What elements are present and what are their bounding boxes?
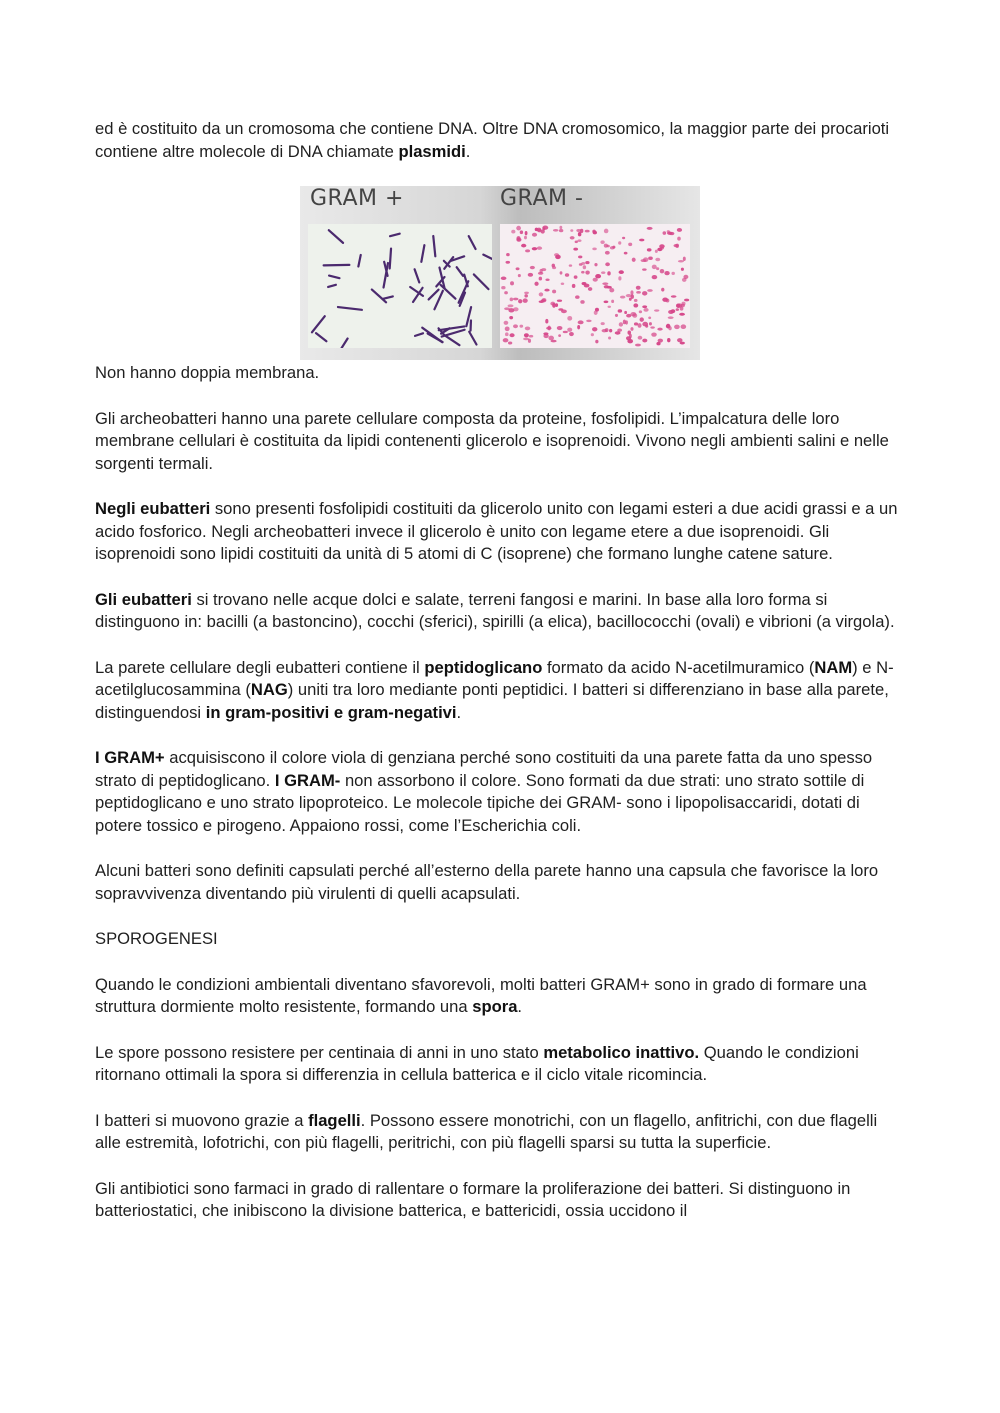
gram-negative-coccus xyxy=(648,316,651,319)
gram-negative-coccus xyxy=(516,267,520,270)
gram-negative-coccus xyxy=(682,278,687,282)
gram-negative-coccus xyxy=(506,261,511,264)
gram-negative-coccus xyxy=(638,323,642,328)
gram-negative-coccus xyxy=(608,336,611,339)
gram-positive-bacillus xyxy=(358,255,360,267)
gram-positive-bacillus xyxy=(312,316,325,332)
gram-negative-coccus xyxy=(651,333,657,337)
gram-positive-bacillus xyxy=(421,245,424,262)
gram-negative-coccus xyxy=(543,332,548,335)
gram-negative-coccus xyxy=(559,229,563,232)
gram-negative-coccus xyxy=(630,290,633,294)
gram-negative-coccus xyxy=(524,292,529,294)
gram-positive-bacillus xyxy=(383,296,393,299)
paragraph-capsulati: Alcuni batteri sono definiti capsulati perché all’esterno della parete hanno una capsula che favorisce la loro sopravvivenza diventando più virulenti di quelli acapsulati. xyxy=(95,861,879,903)
gram-negative-coccus xyxy=(656,342,660,346)
gram-negative-coccus xyxy=(635,344,641,347)
bold-term: Gli eubatteri xyxy=(95,589,192,609)
gram-negative-coccus xyxy=(573,248,578,251)
gram-negative-coccus xyxy=(611,300,614,303)
gram-negative-coccus xyxy=(640,317,644,321)
gram-negative-coccus xyxy=(570,236,575,239)
gram-negative-coccus xyxy=(557,326,563,330)
gram-negative-coccus xyxy=(552,264,555,268)
gram-positive-bacillus xyxy=(483,255,492,263)
gram-negative-coccus xyxy=(518,299,522,303)
gram-negative-coccus xyxy=(647,248,652,251)
gram-negative-coccus xyxy=(674,325,680,330)
section-heading-sporogenesi: SPOROGENESI xyxy=(95,929,218,948)
bold-term: in gram-positivi e gram-negativi xyxy=(205,702,457,722)
gram-negative-coccus xyxy=(671,309,676,313)
gram-negative-coccus xyxy=(532,247,537,250)
gram-negative-coccus xyxy=(647,289,653,292)
text: ) e N-acetilglucosammina ( xyxy=(95,657,894,699)
gram-positive-bacillus xyxy=(469,236,476,249)
gram-negative-coccus xyxy=(548,326,551,331)
gram-negative-coccus xyxy=(662,297,668,301)
gram-negative-coccus xyxy=(642,268,647,270)
gram-negative-coccus xyxy=(513,307,518,311)
gram-negative-coccus xyxy=(545,319,548,324)
gram-negative-coccus xyxy=(555,255,560,259)
gram-negative-coccus xyxy=(539,277,542,281)
gram-negative-coccus xyxy=(601,322,605,325)
gram-negative-coccus xyxy=(532,233,537,237)
gram-negative-coccus xyxy=(595,340,598,344)
gram-negative-coccus xyxy=(528,339,531,343)
text: La parete cellulare degli eubatteri contiene il xyxy=(95,657,425,677)
paragraph-flagelli xyxy=(95,1110,907,1155)
gram-positive-bacilli-image xyxy=(308,224,492,348)
gram-negative-coccus xyxy=(518,274,521,277)
gram-negative-coccus xyxy=(656,267,659,270)
gram-negative-coccus xyxy=(610,246,615,249)
paragraph-gram xyxy=(95,747,907,837)
gram-negative-coccus xyxy=(629,334,632,338)
gram-negative-coccus xyxy=(574,275,578,278)
gram-negative-coccus xyxy=(545,278,549,281)
gram-negative-coccus xyxy=(660,269,665,273)
bold-term: I GRAM- xyxy=(274,770,341,790)
gram-negative-coccus xyxy=(525,326,530,330)
gram-negative-coccus xyxy=(609,288,614,292)
text: . xyxy=(456,702,462,722)
paragraph-eubatteri-forme xyxy=(95,589,907,634)
gram-negative-coccus xyxy=(679,313,685,316)
gram-positive-bacillus xyxy=(328,285,336,287)
gram-negative-coccus xyxy=(519,325,523,328)
gram-negative-coccus xyxy=(638,336,643,340)
gram-negative-coccus xyxy=(605,251,610,255)
gram-negative-coccus xyxy=(510,281,514,285)
gram-negative-coccus xyxy=(580,300,584,304)
gram-negative-coccus xyxy=(643,308,648,312)
paragraph-eubatteri-fosfolipidi xyxy=(95,498,907,566)
gram-negative-coccus xyxy=(504,321,509,325)
bold-term: peptidoglicano xyxy=(424,657,543,677)
gram-negative-coccus xyxy=(647,227,653,230)
gram-negative-coccus xyxy=(664,271,669,275)
bold-term: Negli eubatteri xyxy=(95,499,211,518)
gram-negative-coccus xyxy=(557,299,562,301)
gram-negative-coccus xyxy=(625,320,628,324)
paragraph-membrana: Non hanno doppia membrana. xyxy=(95,363,320,382)
gram-negative-coccus xyxy=(563,331,568,333)
gram-negative-coccus xyxy=(578,255,582,258)
gram-negative-coccus xyxy=(529,335,533,338)
gram-negative-coccus xyxy=(588,287,592,291)
gram-negative-coccus xyxy=(624,252,628,255)
gram-negative-micrograph xyxy=(500,224,690,348)
text: Le spore possono resistere per centinaia di anni in uno stato xyxy=(95,1042,544,1062)
gram-negative-coccus xyxy=(585,261,589,264)
text: si trovano nelle acque dolci e salate, terreni fangosi e marini. In base alla loro forma si distinguono in: bacilli (a bastoncino), cocchi (sferici), spirilli (a elica), bacillococchi (ovali) e vibrioni (a virgola). xyxy=(95,589,895,631)
gram-negative-coccus xyxy=(559,226,562,229)
gram-negative-coccus xyxy=(626,314,631,318)
gram-negative-coccus xyxy=(615,314,618,317)
gram-positive-bacillus xyxy=(474,274,489,289)
gram-negative-coccus xyxy=(615,331,621,335)
gram-negative-coccus xyxy=(594,263,597,266)
gram-negative-coccus xyxy=(634,299,638,302)
gram-negative-coccus xyxy=(654,309,659,311)
gram-negative-coccus xyxy=(520,230,523,234)
gram-negative-coccus xyxy=(570,229,573,232)
gram-negative-coccus xyxy=(631,294,634,299)
gram-negative-coccus xyxy=(538,272,543,275)
text: Quando le condizioni ambientali diventano sfavorevoli, molti batteri GRAM+ sono in grado di formare una struttura dormiente molto resistente, formando una xyxy=(95,974,867,1016)
gram-positive-bacillus xyxy=(329,276,339,279)
gram-negative-coccus xyxy=(565,273,569,277)
gram-negative-coccus xyxy=(504,291,508,294)
gram-negative-coccus xyxy=(513,298,519,301)
gram-negative-coccus xyxy=(684,299,689,302)
gram-negative-coccus xyxy=(576,229,581,232)
gram-negative-coccus xyxy=(548,336,554,341)
gram-negative-coccus xyxy=(505,332,509,336)
gram-negative-coccus xyxy=(569,264,572,266)
gram-negative-coccus xyxy=(642,339,647,343)
gram-positive-micrograph xyxy=(308,224,492,348)
gram-negative-coccus xyxy=(530,266,535,269)
text: Quando le condizioni ritornano ottimali la spora si differenzia in cellula batterica e il ciclo vitale ricomincia. xyxy=(95,1042,859,1084)
gram-negative-coccus xyxy=(619,322,623,326)
gram-negative-coccus xyxy=(585,230,590,233)
gram-negative-coccus xyxy=(677,237,681,241)
gram-negative-coccus xyxy=(585,270,590,274)
paragraph-spora xyxy=(95,974,907,1019)
gram-negative-coccus xyxy=(676,308,679,311)
text: I batteri si muovono grazie a xyxy=(95,1110,309,1130)
gram-positive-bacillus xyxy=(446,336,460,345)
gram-negative-coccus xyxy=(649,322,652,325)
gram-negative-coccus xyxy=(511,230,515,234)
gram-negative-coccus xyxy=(542,227,545,230)
gram-negative-coccus xyxy=(602,329,608,332)
gram-negative-coccus xyxy=(560,271,563,274)
gram-negative-coccus xyxy=(661,288,664,292)
gram-negative-coccus xyxy=(681,304,685,308)
gram-positive-bacillus xyxy=(338,338,348,348)
gram-negative-coccus xyxy=(508,341,512,344)
gram-negative-coccus xyxy=(505,326,510,331)
gram-negative-coccus xyxy=(567,328,572,332)
gram-negative-coccus xyxy=(524,236,527,240)
gram-negative-coccus xyxy=(601,271,605,274)
text: ) uniti tra loro mediante ponti peptidici. I batteri si differenziano in base alla parete, distinguendosi xyxy=(95,680,889,722)
gram-negative-coccus xyxy=(652,265,657,270)
bold-term: NAG xyxy=(250,680,288,699)
text: formato da acido N-acetilmuramico ( xyxy=(542,657,815,677)
gram-negative-coccus xyxy=(523,298,528,303)
document-body xyxy=(95,118,907,1246)
gram-negative-coccus xyxy=(552,290,556,294)
paragraph-spore-resistenza xyxy=(95,1042,907,1087)
gram-negative-coccus xyxy=(550,302,555,306)
gram-negative-coccus xyxy=(509,316,513,319)
gram-negative-coccus xyxy=(521,244,526,248)
gram-negative-coccus xyxy=(655,258,660,262)
bold-term: metabolico inattivo. xyxy=(543,1042,700,1062)
gram-negative-coccus xyxy=(539,300,544,303)
gram-negative-coccus xyxy=(648,257,653,260)
bold-term: plasmidi xyxy=(398,141,466,161)
gram-negative-coccus xyxy=(619,270,624,274)
gram-negative-coccus xyxy=(657,328,662,331)
gram-negative-coccus xyxy=(624,311,627,314)
figure-label-gram-positive: GRAM + xyxy=(310,186,404,211)
gram-negative-coccus xyxy=(555,303,558,307)
gram-negative-coccus xyxy=(607,271,610,275)
gram-negative-coccus xyxy=(501,286,505,289)
gram-positive-bacillus xyxy=(429,290,439,300)
gram-negative-coccus xyxy=(510,297,514,301)
gram-negative-coccus xyxy=(678,260,684,262)
gram-negative-coccus xyxy=(592,327,597,331)
gram-negative-coccus xyxy=(605,262,610,266)
gram-negative-coccus xyxy=(509,333,514,337)
gram-negative-coccus xyxy=(592,248,596,251)
gram-negative-coccus xyxy=(606,286,611,289)
gram-negative-coccus xyxy=(577,325,580,329)
gram-negative-coccus xyxy=(604,244,608,248)
bold-term: flagelli xyxy=(308,1110,361,1130)
gram-negative-coccus xyxy=(525,231,528,235)
gram-negative-coccus xyxy=(525,249,530,252)
paragraph-archeobatteri: Gli archeobatteri hanno una parete cellulare composta da proteine, fosfolipidi. L’impalcatura delle loro membrane cellulari è costituita da lipidi contenenti glicerolo e isoprenoidi. Vivono negli ambienti salini e nelle sorgenti termali. xyxy=(95,408,889,473)
gram-negative-coccus xyxy=(681,268,684,271)
gram-negative-coccus xyxy=(663,231,667,235)
gram-negative-coccus xyxy=(604,301,609,304)
gram-negative-coccus xyxy=(681,324,687,329)
gram-positive-bacillus xyxy=(316,333,326,341)
gram-negative-coccus xyxy=(551,340,557,343)
gram-negative-coccus xyxy=(578,320,584,324)
bold-term: spora xyxy=(472,997,518,1016)
gram-negative-coccus xyxy=(583,265,586,269)
figure-label-gram-negative: GRAM - xyxy=(500,186,584,211)
gram-negative-coccus xyxy=(575,295,580,299)
gram-negative-coccus xyxy=(516,236,520,241)
gram-negative-coccus xyxy=(591,333,594,336)
gram-negative-coccus xyxy=(524,333,529,337)
gram-positive-bacillus xyxy=(469,332,476,345)
gram-negative-coccus xyxy=(643,257,648,262)
gram-negative-coccus xyxy=(630,327,633,331)
gram-negative-coccus xyxy=(600,240,604,244)
gram-positive-bacillus xyxy=(415,333,423,336)
gram-negative-coccus xyxy=(581,262,585,265)
gram-stain-figure xyxy=(300,186,700,360)
gram-negative-coccus xyxy=(558,334,561,337)
gram-negative-coccus xyxy=(671,272,674,275)
gram-positive-bacillus xyxy=(457,267,463,276)
gram-negative-coccus xyxy=(639,239,644,242)
gram-negative-coccus xyxy=(582,282,587,285)
gram-negative-coccus xyxy=(503,338,509,342)
gram-negative-coccus xyxy=(501,277,507,280)
gram-negative-coccus xyxy=(593,231,597,234)
gram-negative-coccus xyxy=(567,316,572,321)
gram-negative-coccus xyxy=(677,338,682,342)
text: non assorbono il colore. Sono formati da due strati: uno strato sottile di peptidoglicano e uno strato lipoproteico. Le molecole tipiche dei GRAM- sono i lipopolisaccaridi, dotati di potere tossico e pirogeno. Appaiono rossi, come l’Escherichia coli. xyxy=(95,770,865,835)
gram-negative-coccus xyxy=(528,273,533,277)
gram-positive-bacillus xyxy=(439,326,465,330)
gram-negative-coccus xyxy=(537,246,542,249)
gram-negative-coccus xyxy=(586,320,591,323)
gram-negative-coccus xyxy=(609,329,612,333)
gram-negative-coccus xyxy=(558,308,563,311)
text: . xyxy=(517,997,523,1016)
gram-negative-coccus xyxy=(674,244,679,247)
gram-negative-coccus xyxy=(645,325,648,328)
gram-negative-coccus xyxy=(604,229,609,234)
gram-negative-coccus xyxy=(581,271,584,274)
text: sono presenti fosfolipidi costituiti da glicerolo unito con legami esteri a due acidi grassi e a un acido fosforico. Negli archeobatteri invece il glicerolo è unito con legame etere a due isoprenoidi. Gli isoprenoidi sono lipidi costituiti da unità di 5 atomi di C (isoprene) che formano lunghe catene sature. xyxy=(95,499,898,563)
gram-negative-coccus xyxy=(622,237,625,239)
gram-negative-coccus xyxy=(667,338,670,342)
gram-negative-coccus xyxy=(577,239,581,242)
gram-negative-coccus xyxy=(628,243,632,246)
gram-negative-coccus xyxy=(561,282,565,285)
gram-negative-coccus xyxy=(639,310,642,313)
gram-negative-coccus xyxy=(618,241,621,244)
gram-positive-bacillus xyxy=(433,236,435,256)
text: . Possono essere monotrichi, con un flagello, anfitrichi, con due flagelli alle estremità, lofotrichi, con più flagelli, peritrichi, con più flagelli sparsi su tutta la superficie. xyxy=(95,1110,878,1152)
gram-negative-coccus xyxy=(683,257,686,261)
gram-negative-coccus xyxy=(618,309,623,312)
gram-negative-coccus xyxy=(569,332,574,336)
gram-positive-bacillus xyxy=(329,230,343,243)
gram-positive-bacillus xyxy=(390,249,391,269)
gram-negative-coccus xyxy=(534,282,538,286)
gram-negative-coccus xyxy=(660,247,664,250)
gram-positive-bacillus xyxy=(338,307,362,310)
gram-negative-coccus xyxy=(666,324,671,329)
text: . xyxy=(465,141,471,161)
gram-negative-coccus xyxy=(516,226,521,231)
gram-negative-coccus xyxy=(572,284,576,288)
gram-negative-coccus xyxy=(602,282,608,285)
gram-negative-coccus xyxy=(642,305,647,308)
gram-negative-coccus xyxy=(636,286,641,290)
gram-negative-coccus xyxy=(595,274,601,278)
bold-term: NAM xyxy=(814,657,853,677)
gram-positive-bacillus xyxy=(390,234,400,237)
gram-negative-coccus xyxy=(508,304,514,307)
gram-negative-coccus xyxy=(544,289,549,292)
gram-negative-coccus xyxy=(632,313,637,317)
paragraph-antibiotici: Gli antibiotici sono farmaci in grado di rallentare o formare la proliferazione dei batteri. Si distinguono in batteriostatici, che inibiscono la divisione batterica, e battericidi, ossia uccidono il xyxy=(95,1178,851,1220)
bold-term: I GRAM+ xyxy=(95,748,165,767)
text: ed è costituito da un cromosoma che contiene DNA. Oltre DNA cromosomico, la maggior parte dei procarioti contiene altre molecole di DNA chiamate xyxy=(95,119,890,161)
gram-negative-cocci-image xyxy=(500,224,690,348)
gram-negative-coccus xyxy=(618,276,621,280)
gram-negative-coccus xyxy=(633,303,638,307)
text: acquisiscono il colore viola di genziana perché sono costituiti da una parete fatta da uno spesso strato di peptidoglicano. xyxy=(95,748,873,790)
gram-negative-coccus xyxy=(636,291,641,294)
gram-negative-coccus xyxy=(632,258,636,262)
gram-negative-coccus xyxy=(535,228,539,232)
gram-positive-bacillus xyxy=(415,269,420,282)
paragraph-plasmidi xyxy=(95,118,907,163)
paragraph-peptidoglicano xyxy=(95,657,907,725)
gram-negative-coccus xyxy=(524,294,528,297)
gram-negative-coccus xyxy=(634,322,638,325)
gram-negative-coccus xyxy=(669,232,674,235)
gram-negative-coccus xyxy=(513,324,518,328)
gram-negative-coccus xyxy=(668,316,674,319)
gram-negative-coccus xyxy=(677,228,682,232)
gram-negative-coccus xyxy=(539,292,544,296)
gram-negative-coccus xyxy=(655,250,658,253)
gram-negative-coccus xyxy=(652,275,658,279)
gram-negative-coccus xyxy=(506,253,510,256)
gram-negative-coccus xyxy=(671,295,677,297)
gram-negative-coccus xyxy=(594,311,598,315)
gram-negative-coccus xyxy=(650,326,655,328)
gram-negative-coccus xyxy=(553,229,558,232)
gram-negative-coccus xyxy=(593,278,598,282)
gram-negative-coccus xyxy=(620,296,625,299)
gram-negative-coccus xyxy=(608,306,611,308)
gram-positive-bacillus xyxy=(372,290,386,303)
gram-negative-coccus xyxy=(642,291,647,295)
